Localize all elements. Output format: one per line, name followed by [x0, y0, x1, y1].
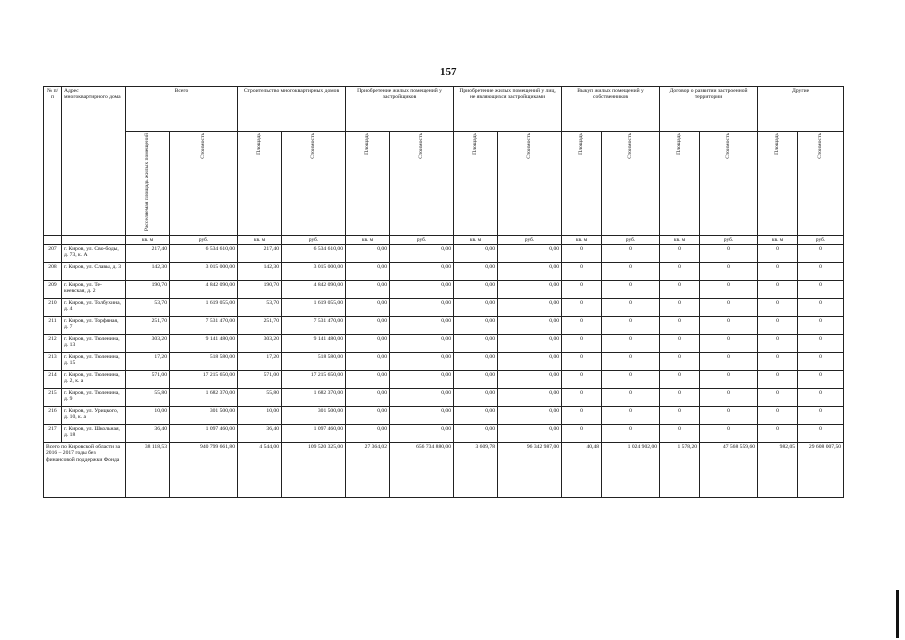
- total-value: 1 024 902,00: [602, 442, 660, 497]
- row-value: 0: [562, 316, 602, 334]
- row-value: 251,70: [126, 316, 170, 334]
- total-value: 47 568 559,60: [700, 442, 758, 497]
- table-row: [44, 298, 844, 316]
- table-row: [44, 424, 844, 442]
- row-number: 207: [44, 244, 62, 262]
- row-value: 303,20: [238, 334, 282, 352]
- row-value: 0,00: [390, 262, 454, 280]
- subheader-area: Площадь: [562, 132, 602, 236]
- row-value: 0: [700, 244, 758, 262]
- row-value: 0,00: [498, 352, 562, 370]
- row-value: 0: [602, 280, 660, 298]
- row-value: 6 534 610,00: [282, 244, 346, 262]
- row-value: 1 682 370,00: [170, 388, 238, 406]
- row-value: 55,80: [238, 388, 282, 406]
- row-value: 17,20: [126, 352, 170, 370]
- row-value: 1 097 460,00: [282, 424, 346, 442]
- row-value: 4 842 090,00: [282, 280, 346, 298]
- row-address: г. Киров, ул. Урицкого, д. 10, к. а: [62, 406, 126, 424]
- row-value: 0: [562, 298, 602, 316]
- row-value: 0,00: [498, 298, 562, 316]
- row-value: 301 500,00: [282, 406, 346, 424]
- table-row: [44, 244, 844, 262]
- unit-label: кв. м: [346, 235, 390, 244]
- row-value: 3 015 000,00: [282, 262, 346, 280]
- row-address: г. Киров, ул. Сво-боды, д. 73, к. А: [62, 244, 126, 262]
- row-value: 0: [758, 352, 798, 370]
- row-value: 0: [700, 424, 758, 442]
- row-address: г. Киров, ул. Толбухина, д. 4: [62, 298, 126, 316]
- housing-table: [43, 86, 844, 498]
- row-value: 0: [798, 388, 844, 406]
- row-value: 0,00: [390, 244, 454, 262]
- row-value: 0: [798, 424, 844, 442]
- row-value: 0,00: [390, 298, 454, 316]
- total-label: Всего по Кировской области за 2016 – 2017 годы без финансовой поддержки Фонда: [44, 442, 126, 497]
- subheader-cost: Стоимость: [170, 132, 238, 236]
- row-value: 0: [758, 388, 798, 406]
- row-value: 1 619 055,00: [282, 298, 346, 316]
- total-row: [44, 442, 844, 497]
- total-value: 40,48: [562, 442, 602, 497]
- row-value: 0,00: [498, 316, 562, 334]
- row-value: 0: [798, 244, 844, 262]
- scan-edge-mark: [896, 590, 899, 638]
- row-value: 0: [660, 370, 700, 388]
- subheader-cost: Стоимость: [390, 132, 454, 236]
- row-value: 0: [700, 298, 758, 316]
- row-value: 0: [700, 388, 758, 406]
- header-num: № п/п: [44, 87, 62, 236]
- row-value: 0,00: [454, 244, 498, 262]
- row-value: 0: [700, 334, 758, 352]
- row-value: 0: [562, 406, 602, 424]
- row-value: 0,00: [454, 316, 498, 334]
- row-value: 0: [562, 244, 602, 262]
- table-row: [44, 370, 844, 388]
- subheader-settled-area: Расселяемая площадь жилых помещений: [126, 132, 170, 236]
- row-value: 1 682 370,00: [282, 388, 346, 406]
- row-value: 53,70: [126, 298, 170, 316]
- row-value: 4 842 090,00: [170, 280, 238, 298]
- total-value: 29 608 007,50: [798, 442, 844, 497]
- total-value: 27 364,02: [346, 442, 390, 497]
- row-value: 571,00: [126, 370, 170, 388]
- unit-label: руб.: [798, 235, 844, 244]
- row-value: 0: [700, 370, 758, 388]
- header-acq-builders: Приобретение жилых помещений у застройщиков: [346, 87, 454, 132]
- row-value: 1 097 460,00: [170, 424, 238, 442]
- row-value: 0: [660, 280, 700, 298]
- table-row: [44, 388, 844, 406]
- row-number: 208: [44, 262, 62, 280]
- row-number: 212: [44, 334, 62, 352]
- row-value: 0,00: [454, 262, 498, 280]
- row-address: г. Киров, ул. Школьная, д. 18: [62, 424, 126, 442]
- row-value: 0: [798, 406, 844, 424]
- row-value: 0: [562, 370, 602, 388]
- row-address: г. Киров, ул. Славы, д. 3: [62, 262, 126, 280]
- row-value: 0: [660, 298, 700, 316]
- unit-label: кв. м: [758, 235, 798, 244]
- row-value: 0,00: [346, 370, 390, 388]
- row-value: 3 015 000,00: [170, 262, 238, 280]
- row-value: 0: [700, 262, 758, 280]
- subheader-area: Площадь: [454, 132, 498, 236]
- row-value: 0,00: [390, 424, 454, 442]
- row-value: 0,00: [390, 334, 454, 352]
- subheader-row: [44, 132, 844, 236]
- row-number: 213: [44, 352, 62, 370]
- row-value: 0: [700, 406, 758, 424]
- row-value: 53,70: [238, 298, 282, 316]
- row-value: 7 531 470,00: [170, 316, 238, 334]
- row-value: 0,00: [346, 424, 390, 442]
- header-development: Договор о развитии застроенной территории: [660, 87, 758, 132]
- row-value: 0: [602, 244, 660, 262]
- table-row: [44, 280, 844, 298]
- row-value: 0,00: [454, 388, 498, 406]
- subheader-cost: Стоимость: [498, 132, 562, 236]
- row-value: 0: [602, 352, 660, 370]
- unit-label: кв. м: [562, 235, 602, 244]
- row-value: 0,00: [498, 406, 562, 424]
- row-value: 251,70: [238, 316, 282, 334]
- row-value: 55,80: [126, 388, 170, 406]
- row-value: 0: [602, 406, 660, 424]
- unit-label: руб.: [602, 235, 660, 244]
- row-value: 518 580,00: [282, 352, 346, 370]
- unit-label: кв. м: [454, 235, 498, 244]
- table-row: [44, 334, 844, 352]
- row-value: 0: [602, 334, 660, 352]
- total-value: 96 342 987,00: [498, 442, 562, 497]
- row-value: 0,00: [390, 370, 454, 388]
- total-value: 38 118,53: [126, 442, 170, 497]
- row-address: г. Киров, ул. Тюленина, д. 9: [62, 388, 126, 406]
- row-value: 301 500,00: [170, 406, 238, 424]
- row-value: 0: [700, 280, 758, 298]
- row-value: 36,40: [238, 424, 282, 442]
- subheader-area: Площадь: [238, 132, 282, 236]
- row-value: 9 141 480,00: [282, 334, 346, 352]
- row-value: 0: [660, 316, 700, 334]
- row-value: 303,20: [126, 334, 170, 352]
- unit-label: кв. м: [126, 235, 170, 244]
- subheader-cost: Стоимость: [798, 132, 844, 236]
- row-value: 0: [660, 424, 700, 442]
- row-value: 7 531 470,00: [282, 316, 346, 334]
- row-value: 17 215 650,00: [170, 370, 238, 388]
- header-row: [44, 87, 844, 132]
- header-buyout: Выкуп жилых помещений у собственников: [562, 87, 660, 132]
- unit-label: руб.: [700, 235, 758, 244]
- header-other: Другие: [758, 87, 844, 132]
- row-value: 518 580,00: [170, 352, 238, 370]
- header-total: Всего: [126, 87, 238, 132]
- row-value: 0,00: [498, 424, 562, 442]
- row-value: 0: [758, 316, 798, 334]
- row-number: 216: [44, 406, 62, 424]
- row-value: 0,00: [498, 388, 562, 406]
- row-value: 0,00: [346, 352, 390, 370]
- row-number: 210: [44, 298, 62, 316]
- row-value: 0: [660, 352, 700, 370]
- row-value: 36,40: [126, 424, 170, 442]
- row-value: 0,00: [454, 406, 498, 424]
- table-row: [44, 352, 844, 370]
- header-acq-non-builders: Приобретение жилых помещений у лиц, не являющихся застройщиками: [454, 87, 562, 132]
- row-value: 0: [798, 280, 844, 298]
- row-value: 0: [660, 406, 700, 424]
- row-value: 0: [562, 262, 602, 280]
- subheader-area: Площадь: [758, 132, 798, 236]
- row-value: 0,00: [498, 334, 562, 352]
- row-value: 17,20: [238, 352, 282, 370]
- subheader-area: Площадь: [660, 132, 700, 236]
- row-value: 0,00: [346, 406, 390, 424]
- row-value: 0: [798, 370, 844, 388]
- row-value: 0,00: [454, 334, 498, 352]
- header-construction: Строительство многоквартирных домов: [238, 87, 346, 132]
- row-value: 571,00: [238, 370, 282, 388]
- row-value: 0: [798, 262, 844, 280]
- unit-label: руб.: [170, 235, 238, 244]
- row-address: г. Киров, ул. Тюленина, д. 2, к. а: [62, 370, 126, 388]
- row-value: 0: [602, 298, 660, 316]
- unit-label: руб.: [498, 235, 562, 244]
- row-value: 0: [602, 424, 660, 442]
- table-row: [44, 406, 844, 424]
- row-value: 0,00: [390, 280, 454, 298]
- row-value: 0: [602, 370, 660, 388]
- row-value: 10,00: [126, 406, 170, 424]
- row-value: 0,00: [346, 316, 390, 334]
- table-row: [44, 316, 844, 334]
- row-value: 0,00: [390, 352, 454, 370]
- row-value: 1 619 055,00: [170, 298, 238, 316]
- total-value: 940 799 661,80: [170, 442, 238, 497]
- unit-label: руб.: [282, 235, 346, 244]
- row-value: 0: [660, 244, 700, 262]
- total-value: 4 544,00: [238, 442, 282, 497]
- row-number: 214: [44, 370, 62, 388]
- row-value: 10,00: [238, 406, 282, 424]
- row-value: 0,00: [346, 262, 390, 280]
- units-empty: [44, 235, 62, 244]
- row-value: 0,00: [498, 244, 562, 262]
- row-value: 190,70: [238, 280, 282, 298]
- total-value: 109 520 325,00: [282, 442, 346, 497]
- row-value: 0: [758, 334, 798, 352]
- row-value: 142,30: [126, 262, 170, 280]
- row-value: 0: [660, 262, 700, 280]
- row-value: 0,00: [454, 280, 498, 298]
- row-value: 0: [562, 280, 602, 298]
- row-value: 0,00: [454, 370, 498, 388]
- row-value: 217,40: [126, 244, 170, 262]
- row-value: 0,00: [498, 262, 562, 280]
- row-value: 190,70: [126, 280, 170, 298]
- row-number: 217: [44, 424, 62, 442]
- row-value: 0,00: [498, 370, 562, 388]
- unit-label: кв. м: [238, 235, 282, 244]
- row-value: 0,00: [346, 298, 390, 316]
- row-value: 142,30: [238, 262, 282, 280]
- row-address: г. Киров, ул. Торфяная, д. 7: [62, 316, 126, 334]
- row-value: 0,00: [390, 316, 454, 334]
- unit-label: кв. м: [660, 235, 700, 244]
- subheader-cost: Стоимость: [602, 132, 660, 236]
- total-value: 982,05: [758, 442, 798, 497]
- row-value: 0,00: [454, 298, 498, 316]
- row-address: г. Киров, ул. Те-кеевская, д. 2: [62, 280, 126, 298]
- page-number: 157: [440, 66, 457, 78]
- row-value: 0: [562, 352, 602, 370]
- row-value: 0: [562, 388, 602, 406]
- row-value: 0,00: [346, 388, 390, 406]
- row-value: 0: [758, 298, 798, 316]
- row-value: 0,00: [346, 244, 390, 262]
- total-value: 3 609,78: [454, 442, 498, 497]
- subheader-cost: Стоимость: [700, 132, 758, 236]
- row-value: 0: [758, 244, 798, 262]
- row-value: 0: [602, 316, 660, 334]
- row-number: 209: [44, 280, 62, 298]
- row-value: 9 141 480,00: [170, 334, 238, 352]
- row-value: 0: [798, 298, 844, 316]
- row-value: 0,00: [346, 334, 390, 352]
- row-number: 215: [44, 388, 62, 406]
- total-value: 1 578,20: [660, 442, 700, 497]
- row-value: 0: [562, 334, 602, 352]
- header-address: Адрес многоквартирного дома: [62, 87, 126, 236]
- row-value: 0: [798, 334, 844, 352]
- units-row: [44, 235, 844, 244]
- row-value: 0: [758, 406, 798, 424]
- row-value: 0: [758, 280, 798, 298]
- row-value: 6 534 610,00: [170, 244, 238, 262]
- row-value: 0: [798, 316, 844, 334]
- row-value: 0: [660, 334, 700, 352]
- row-address: г. Киров, ул. Тюленина, д. 15: [62, 352, 126, 370]
- row-value: 0: [758, 262, 798, 280]
- row-value: 0,00: [346, 280, 390, 298]
- row-value: 0: [562, 424, 602, 442]
- row-value: 0,00: [390, 388, 454, 406]
- row-value: 217,40: [238, 244, 282, 262]
- row-address: г. Киров, ул. Тюленина, д. 13: [62, 334, 126, 352]
- units-empty: [62, 235, 126, 244]
- row-value: 0,00: [498, 280, 562, 298]
- row-value: 17 215 650,00: [282, 370, 346, 388]
- row-value: 0,00: [390, 406, 454, 424]
- row-value: 0: [798, 352, 844, 370]
- row-value: 0: [602, 388, 660, 406]
- total-value: 656 734 880,00: [390, 442, 454, 497]
- row-value: 0: [602, 262, 660, 280]
- row-value: 0: [700, 352, 758, 370]
- unit-label: руб.: [390, 235, 454, 244]
- row-number: 211: [44, 316, 62, 334]
- row-value: 0: [758, 424, 798, 442]
- row-value: 0: [700, 316, 758, 334]
- row-value: 0,00: [454, 424, 498, 442]
- row-value: 0: [660, 388, 700, 406]
- subheader-area: Площадь: [346, 132, 390, 236]
- row-value: 0: [758, 370, 798, 388]
- subheader-cost: Стоимость: [282, 132, 346, 236]
- row-value: 0,00: [454, 352, 498, 370]
- table-row: [44, 262, 844, 280]
